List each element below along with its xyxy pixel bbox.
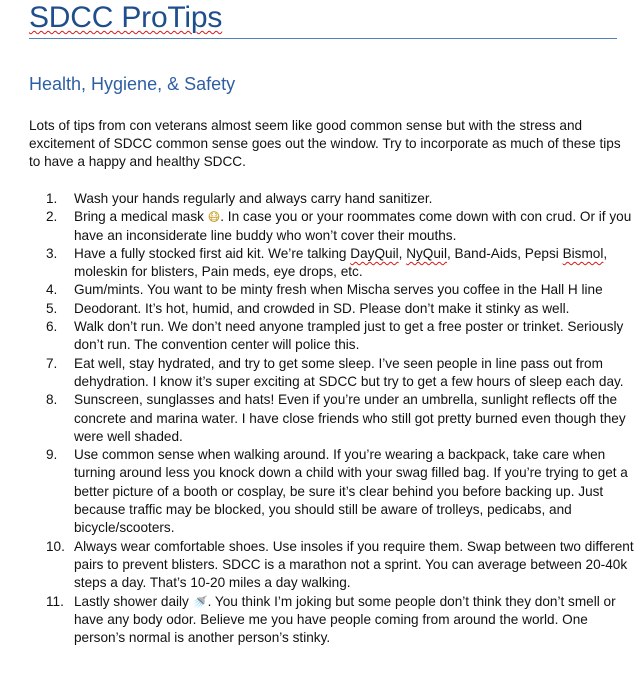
list-item <box>46 281 636 299</box>
list-item <box>46 593 636 648</box>
list-text: Walk don’t run. We don’t need anyone trampled just to get a free poster or trinket. Seriously don’t run. The convention center will police this. <box>74 319 624 353</box>
text-fragment: , <box>398 245 407 261</box>
list-text: Wash your hands regularly and always carry hand sanitizer. <box>74 191 433 206</box>
text-fragment: Lastly shower daily <box>74 593 193 609</box>
text-fragment: . In case you or your roommates come down with con crud. Or if you have an inconsiderate line buddy who won’t cover their mouths. <box>74 209 632 243</box>
list-number: 2. <box>46 209 58 225</box>
list-number: 9. <box>46 447 58 463</box>
list-number: 11. <box>46 593 64 609</box>
list-item <box>46 446 636 537</box>
list-item <box>46 391 636 446</box>
list-number: 5. <box>46 300 58 316</box>
list-number: 4. <box>46 282 58 298</box>
list-number: 8. <box>46 392 58 408</box>
spellcheck-word: DayQuil <box>350 245 399 261</box>
list-text: Always wear comfortable shoes. Use insoles if you require them. Swap between two different pairs to prevent blisters. SDCC is a marathon not a sprint. You can average between 20-40k steps a day. That’s 10-20 miles a day walking. <box>74 538 634 591</box>
list-item <box>46 355 636 392</box>
list-text <box>74 208 636 245</box>
list-text <box>74 245 636 282</box>
list-item <box>46 208 636 245</box>
list-number: 1. <box>46 191 58 206</box>
document-title <box>29 0 222 36</box>
text-fragment: , Band-Aids, Pepsi <box>446 245 563 261</box>
list-number: 7. <box>46 355 58 371</box>
list-number: 10. <box>46 538 65 554</box>
spellcheck-word: NyQuil <box>406 245 447 261</box>
list-text: Gum/mints. You want to be minty fresh when Mischa serves you coffee in the Hall H line <box>74 282 603 298</box>
text-fragment: Have a fully stocked first aid kit. We’re talking <box>74 245 351 261</box>
text-fragment: Bring a medical mask <box>74 209 208 225</box>
list-number: 6. <box>46 319 58 335</box>
list-text: Eat well, stay hydrated, and try to get some sleep. I’ve seen people in line pass out from dehydration. I know it’s super exciting at SDCC but try to get a few hours of sleep each day. <box>74 355 624 389</box>
shower-emoji-icon: 🚿 <box>192 594 208 609</box>
list-text: Deodorant. It’s hot, humid, and crowded in SD. Please don’t make it stinky as well. <box>74 300 570 316</box>
tips-list <box>46 190 636 647</box>
list-item <box>46 538 636 593</box>
mask-face-emoji-icon: 😷 <box>207 210 221 225</box>
section-heading: Health, Hygiene, & Safety <box>29 74 236 94</box>
list-text: Use common sense when walking around. If you’re wearing a backpack, take care when turning around less you knock down a child with your swag filled bag. If you’re trying to get a better picture of a booth or cosplay, be sure it’s clear behind you before backing up. Just because traffic may be blocked, you should still be aware of trolleys, pedicabs, and bicycle/scooters. <box>74 447 628 536</box>
list-item <box>46 190 636 208</box>
list-text <box>74 593 636 648</box>
intro-paragraph: Lots of tips from con veterans almost seem like good common sense but with the stress and excitement of SDCC common sense goes out the window. Try to incorporate as much of these tips to have a happy and healthy SDCC. <box>29 118 621 169</box>
text-fragment: . You think I’m joking but some people don’t think they don’t smell or have any body odor. Believe me you have people coming from around the world. One person’s normal is another person’s stinky. <box>74 593 616 646</box>
list-item <box>46 300 636 318</box>
list-item <box>46 245 636 282</box>
title-divider <box>29 38 617 39</box>
list-item <box>46 318 636 355</box>
title-text: SDCC ProTips <box>29 1 223 34</box>
list-text: Sunscreen, sunglasses and hats! Even if you’re under an umbrella, sunlight reflects off the concrete and marina water. I have close friends who still got pretty burned even though they were well shaded. <box>74 392 626 444</box>
spellcheck-word: Bismol <box>562 245 604 261</box>
text-fragment: , moleskin for blisters, Pain meds, eye drops, etc. <box>74 245 608 280</box>
list-number: 3. <box>46 245 58 261</box>
